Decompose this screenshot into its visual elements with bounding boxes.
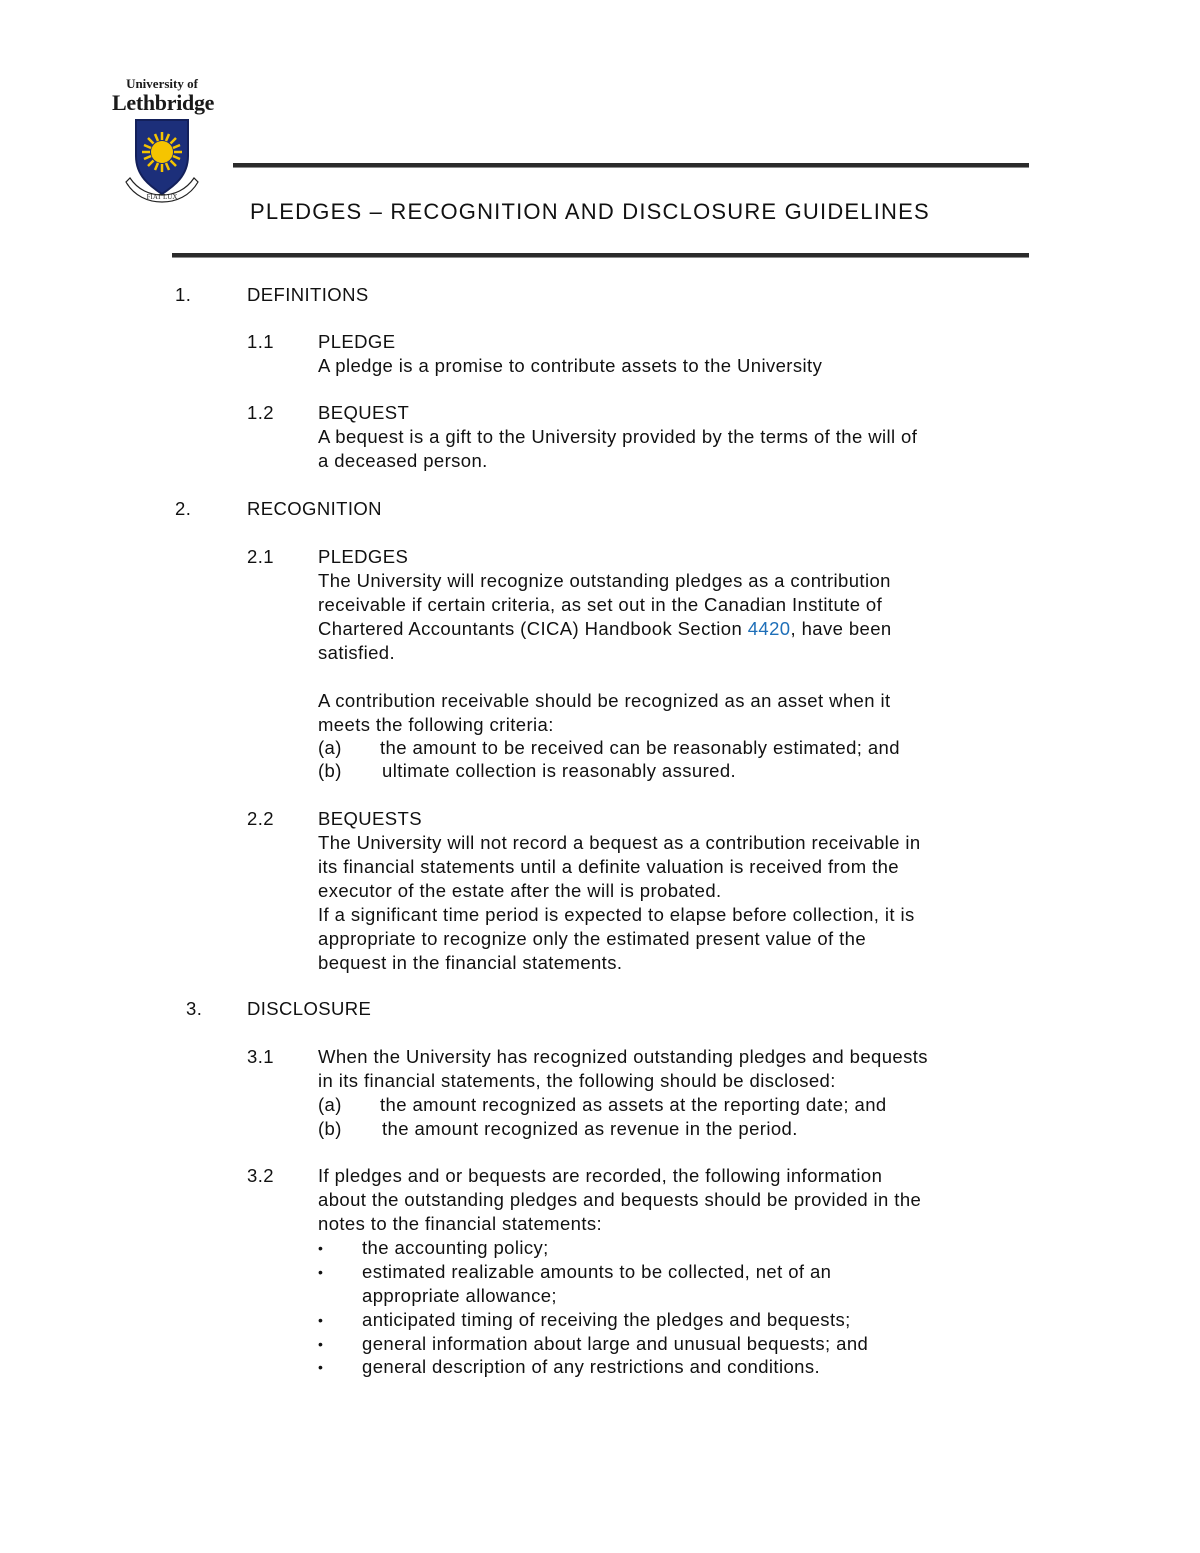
item-3-2-number: 3.2 bbox=[247, 1165, 274, 1186]
disclose-a-text: the amount recognized as assets at the reporting date; and bbox=[380, 1094, 887, 1115]
item-2-2-number: 2.2 bbox=[247, 808, 274, 829]
item-1-2-heading: BEQUEST bbox=[318, 402, 410, 423]
item-2-1-text-line: receivable if certain criteria, as set out in the Canadian Institute of bbox=[318, 594, 883, 615]
bullet-icon: • bbox=[318, 1240, 324, 1256]
text-segment: , have been bbox=[790, 618, 892, 639]
bullet-item-continuation: appropriate allowance; bbox=[362, 1285, 557, 1306]
university-logo bbox=[112, 76, 215, 206]
bullet-item: the accounting policy; bbox=[362, 1237, 549, 1258]
item-2-1-text-line: meets the following criteria: bbox=[318, 714, 554, 735]
item-1-2-number: 1.2 bbox=[247, 402, 274, 423]
criteria-a-label: (a) bbox=[318, 737, 342, 758]
item-2-2-text-line: appropriate to recognize only the estimated present value of the bbox=[318, 928, 867, 949]
bullet-item: general description of any restrictions and conditions. bbox=[362, 1356, 821, 1377]
item-1-1-number: 1.1 bbox=[247, 331, 274, 352]
criteria-b-label: (b) bbox=[318, 760, 342, 781]
logo-motto: FIAT LUX bbox=[146, 193, 178, 201]
item-2-1-heading: PLEDGES bbox=[318, 546, 409, 567]
item-3-2-text-line: notes to the financial statements: bbox=[318, 1213, 603, 1234]
item-2-2-text-line: executor of the estate after the will is probated. bbox=[318, 880, 722, 901]
item-2-1-text-line: A contribution receivable should be recognized as an asset when it bbox=[318, 690, 891, 711]
bullet-icon: • bbox=[318, 1336, 324, 1352]
item-2-2-text-line: bequest in the financial statements. bbox=[318, 952, 623, 973]
disclose-b-text: the amount recognized as revenue in the period. bbox=[382, 1118, 798, 1139]
disclose-b-label: (b) bbox=[318, 1118, 342, 1139]
item-2-2-text-line: The University will not record a bequest as a contribution receivable in bbox=[318, 832, 921, 853]
criteria-b-text: ultimate collection is reasonably assured. bbox=[382, 760, 737, 781]
section-3-number: 3. bbox=[186, 998, 203, 1019]
item-2-1-text-line: satisfied. bbox=[318, 642, 396, 663]
bullet-item: estimated realizable amounts to be collected, net of an bbox=[362, 1261, 832, 1282]
item-1-2-text-line: A bequest is a gift to the University provided by the terms of the will of bbox=[318, 426, 918, 447]
header-rule-bottom bbox=[172, 253, 1029, 257]
section-1-number: 1. bbox=[175, 284, 192, 305]
text-segment: Chartered Accountants (CICA) Handbook Section bbox=[318, 618, 748, 639]
criteria-a-text: the amount to be received can be reasonably estimated; and bbox=[380, 737, 900, 758]
item-2-1-number: 2.1 bbox=[247, 546, 274, 567]
disclose-a-label: (a) bbox=[318, 1094, 342, 1115]
page-title: PLEDGES – RECOGNITION AND DISCLOSURE GUIDELINES bbox=[250, 199, 930, 224]
handbook-section-link[interactable]: 4420 bbox=[747, 618, 791, 639]
bullet-item: anticipated timing of receiving the pledges and bequests; bbox=[362, 1309, 851, 1330]
item-2-2-text-line: If a significant time period is expected to elapse before collection, it is bbox=[318, 904, 915, 925]
item-1-1-text: A pledge is a promise to contribute assets to the University bbox=[318, 355, 823, 376]
crest-icon bbox=[122, 116, 202, 206]
header-rule-top bbox=[233, 163, 1029, 167]
logo-line-1: University of bbox=[126, 76, 198, 91]
bullet-icon: • bbox=[318, 1264, 324, 1280]
item-3-2-text-line: If pledges and or bequests are recorded, the following information bbox=[318, 1165, 883, 1186]
item-3-1-number: 3.1 bbox=[247, 1046, 274, 1067]
item-1-1-heading: PLEDGE bbox=[318, 331, 396, 352]
item-3-1-text-line: in its financial statements, the following should be disclosed: bbox=[318, 1070, 836, 1091]
bullet-icon: • bbox=[318, 1312, 324, 1328]
item-2-2-text-line: its financial statements until a definite valuation is received from the bbox=[318, 856, 899, 877]
logo-line-2: Lethbridge bbox=[112, 90, 215, 115]
item-2-2-heading: BEQUESTS bbox=[318, 808, 422, 829]
bullet-item: general information about large and unusual bequests; and bbox=[362, 1333, 869, 1354]
section-3-heading: DISCLOSURE bbox=[247, 998, 372, 1019]
item-3-2-text-line: about the outstanding pledges and bequests should be provided in the bbox=[318, 1189, 922, 1210]
section-1-heading: DEFINITIONS bbox=[247, 284, 369, 305]
bullet-icon: • bbox=[318, 1359, 324, 1375]
item-1-2-text-line: a deceased person. bbox=[318, 450, 488, 471]
item-2-1-text-line bbox=[318, 617, 892, 641]
item-3-1-text-line: When the University has recognized outstanding pledges and bequests bbox=[318, 1046, 928, 1067]
item-2-1-text-line: The University will recognize outstanding pledges as a contribution bbox=[318, 570, 891, 591]
section-2-heading: RECOGNITION bbox=[247, 498, 382, 519]
section-2-number: 2. bbox=[175, 498, 192, 519]
